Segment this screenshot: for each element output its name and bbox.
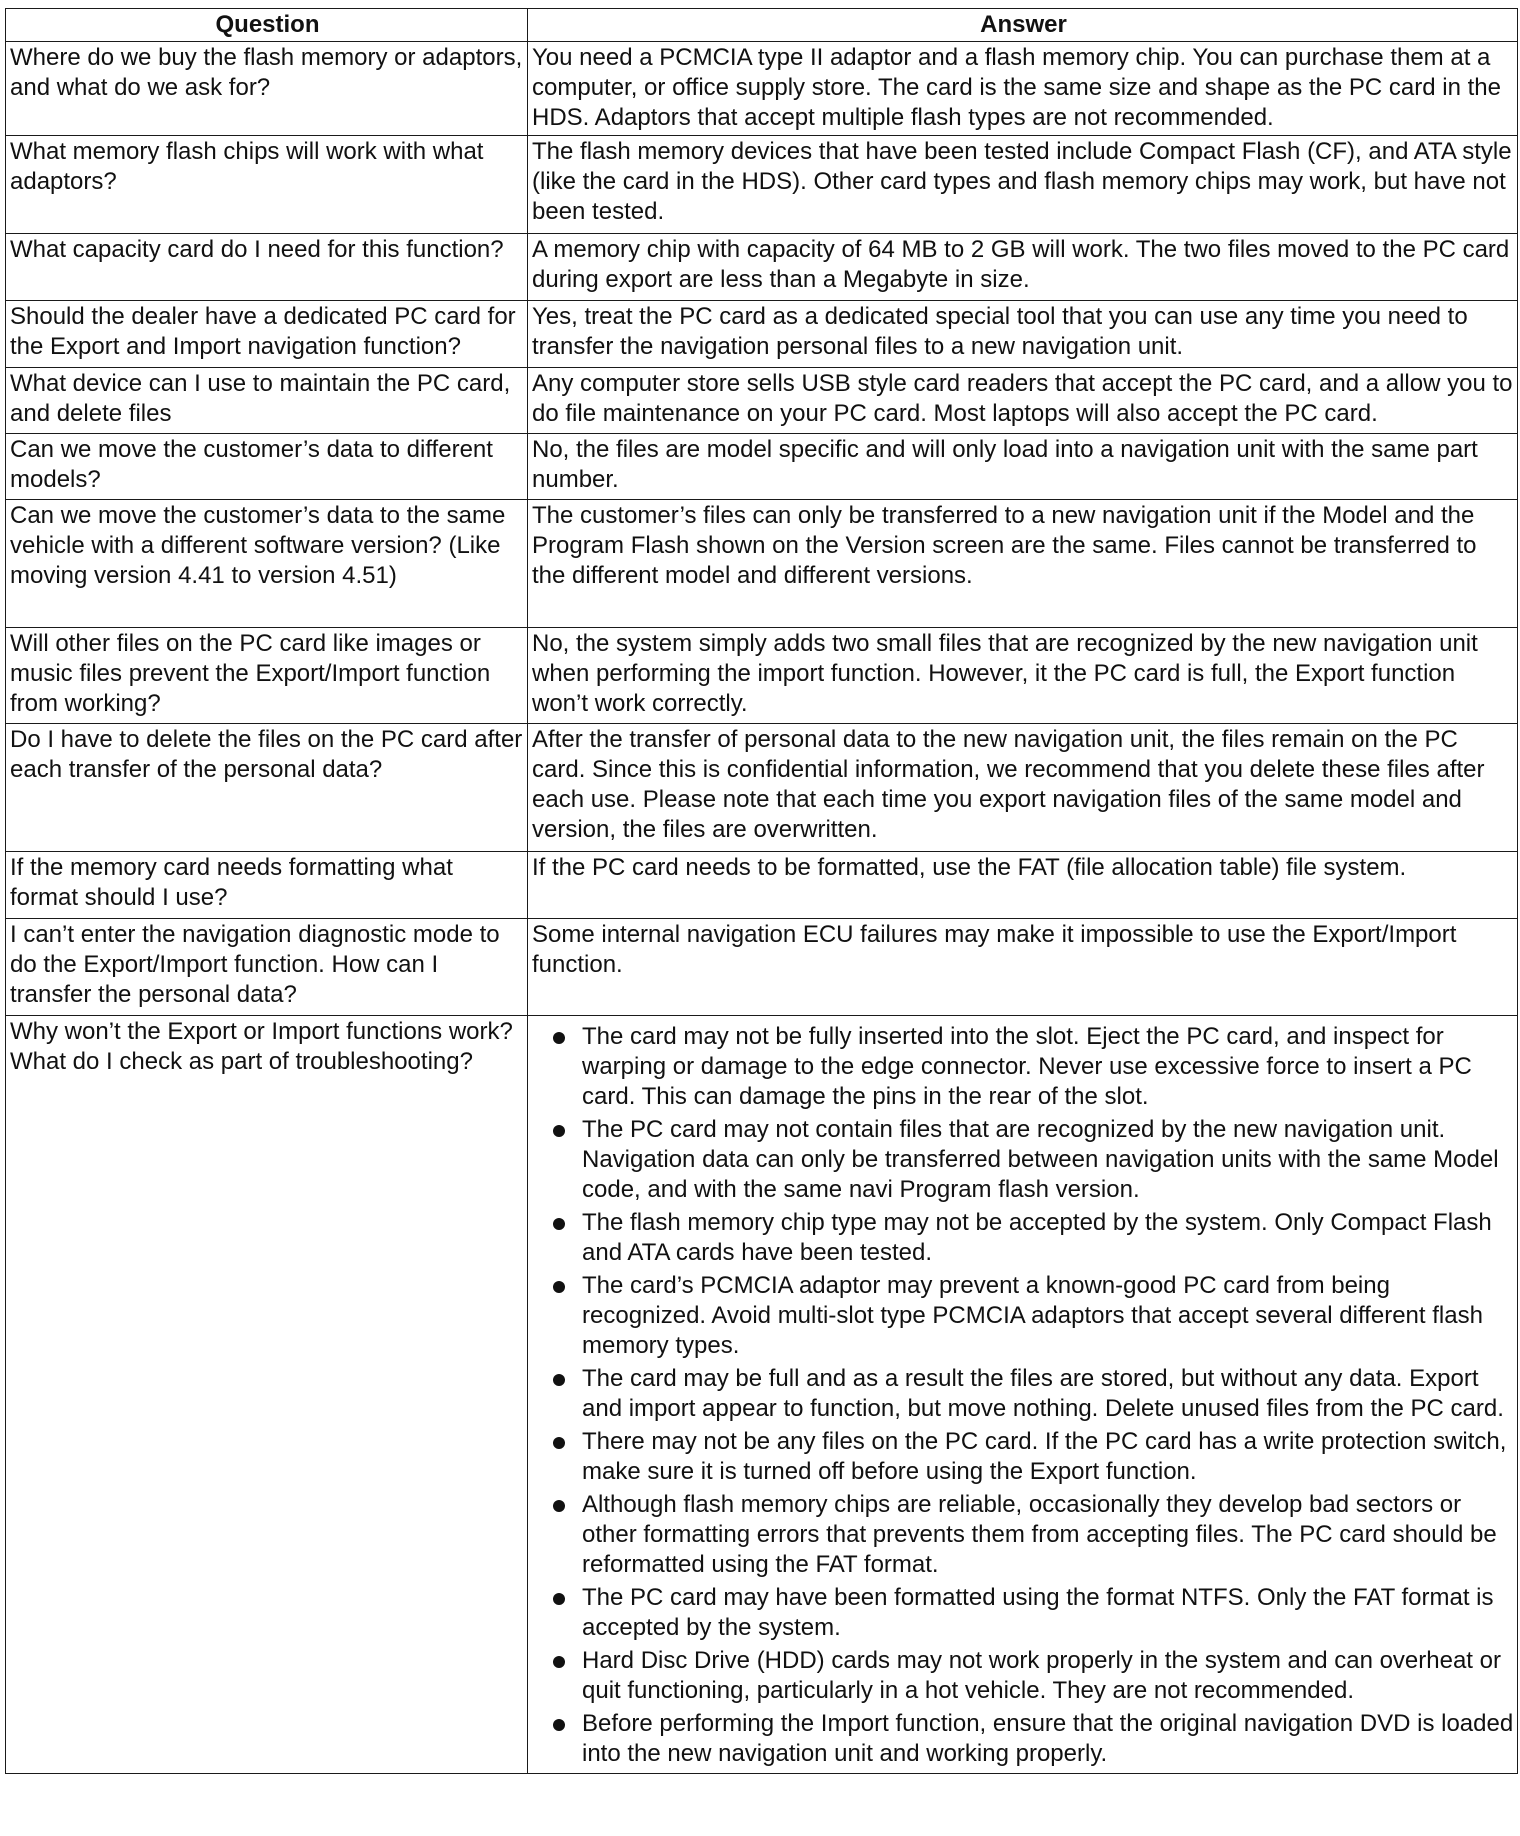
question-cell: Should the dealer have a dedicated PC card for the Export and Import navigation function? (6, 301, 528, 368)
list-item (532, 1490, 1515, 1580)
answer-cell: Any computer store sells USB style card readers that accept the PC card, and a allow you to do file maintenance on your PC card. Most laptops will also accept the PC card. (528, 368, 1518, 434)
bullet-icon (553, 1656, 565, 1668)
list-item (532, 1115, 1515, 1205)
table-header-row (6, 9, 1518, 42)
answer-cell: Yes, treat the PC card as a dedicated special tool that you can use any time you need to transfer the navigation personal files to a new navigation unit. (528, 301, 1518, 368)
table-row (6, 136, 1518, 234)
question-cell: If the memory card needs formatting what format should I use? (6, 852, 528, 919)
question-cell: Why won’t the Export or Import functions work? What do I check as part of troubleshooting? (6, 1016, 528, 1774)
answer-cell: Some internal navigation ECU failures may make it impossible to use the Export/Import function. (528, 919, 1518, 1016)
list-item (532, 1646, 1515, 1706)
list-item (532, 1208, 1515, 1268)
list-item-text: Before performing the Import function, ensure that the original navigation DVD is loaded into the new navigation unit and working properly. (582, 1710, 1514, 1767)
table-row (6, 500, 1518, 628)
bullet-icon (553, 1032, 565, 1044)
question-cell: Do I have to delete the files on the PC card after each transfer of the personal data? (6, 724, 528, 852)
table-row (6, 301, 1518, 368)
table-row (6, 368, 1518, 434)
question-cell: Can we move the customer’s data to the same vehicle with a different software version? (Like moving version 4.41 to version 4.51) (6, 500, 528, 628)
question-cell: What device can I use to maintain the PC card, and delete files (6, 368, 528, 434)
list-item-text: The card may be full and as a result the files are stored, but without any data. Export and import appear to function, but move nothing. Delete unused files from the PC card. (582, 1365, 1504, 1422)
question-cell: What memory flash chips will work with what adaptors? (6, 136, 528, 234)
question-cell: I can’t enter the navigation diagnostic mode to do the Export/Import function. How can I transfer the personal data? (6, 919, 528, 1016)
list-item-text: The PC card may have been formatted using the format NTFS. Only the FAT format is accepted by the system. (582, 1584, 1494, 1641)
question-cell: Where do we buy the flash memory or adaptors, and what do we ask for? (6, 42, 528, 136)
list-item-text: The PC card may not contain files that are recognized by the new navigation unit. Navigation data can only be transferred between navigation units with the same Model code, and with the same navi Program flash version. (582, 1116, 1499, 1203)
document-page (5, 8, 1517, 1774)
bullet-icon (553, 1374, 565, 1386)
table-row (6, 234, 1518, 301)
bullet-icon (553, 1218, 565, 1230)
answer-cell: No, the files are model specific and will only load into a navigation unit with the same part number. (528, 434, 1518, 500)
answer-cell: You need a PCMCIA type II adaptor and a flash memory chip. You can purchase them at a computer, or office supply store. The card is the same size and shape as the PC card in the HDS. Adaptors that accept multiple flash types are not recommended. (528, 42, 1518, 136)
bullet-icon (553, 1593, 565, 1605)
table-row (6, 434, 1518, 500)
table-row (6, 42, 1518, 136)
question-cell: What capacity card do I need for this function? (6, 234, 528, 301)
answer-cell: No, the system simply adds two small files that are recognized by the new navigation unit when performing the import function. However, it the PC card is full, the Export function won’t work correctly. (528, 628, 1518, 724)
list-item (532, 1022, 1515, 1112)
list-item-text: There may not be any files on the PC card. If the PC card has a write protection switch, make sure it is turned off before using the Export function. (582, 1428, 1507, 1485)
table-row (6, 628, 1518, 724)
list-item (532, 1583, 1515, 1643)
table-row-troubleshooting (6, 1016, 1518, 1774)
troubleshooting-list (532, 1022, 1515, 1769)
list-item (532, 1709, 1515, 1769)
question-cell: Can we move the customer’s data to different models? (6, 434, 528, 500)
table-row (6, 724, 1518, 852)
list-item (532, 1364, 1515, 1424)
question-column-header: Question (6, 9, 528, 42)
question-cell: Will other files on the PC card like images or music files prevent the Export/Import function from working? (6, 628, 528, 724)
answer-cell: If the PC card needs to be formatted, use the FAT (file allocation table) file system. (528, 852, 1518, 919)
list-item-text: The flash memory chip type may not be accepted by the system. Only Compact Flash and ATA cards have been tested. (582, 1209, 1492, 1266)
list-item-text: Hard Disc Drive (HDD) cards may not work properly in the system and can overheat or quit functioning, particularly in a hot vehicle. They are not recommended. (582, 1647, 1501, 1704)
answer-cell-bullets (528, 1016, 1518, 1774)
bullet-icon (553, 1500, 565, 1512)
answer-cell: A memory chip with capacity of 64 MB to 2 GB will work. The two files moved to the PC card during export are less than a Megabyte in size. (528, 234, 1518, 301)
bullet-icon (553, 1437, 565, 1449)
answer-column-header: Answer (528, 9, 1518, 42)
faq-table (5, 8, 1518, 1774)
answer-cell: The customer’s files can only be transferred to a new navigation unit if the Model and the Program Flash shown on the Version screen are the same. Files cannot be transferred to the different model and different versions. (528, 500, 1518, 628)
bullet-icon (553, 1281, 565, 1293)
list-item (532, 1271, 1515, 1361)
bullet-icon (553, 1125, 565, 1137)
table-row (6, 919, 1518, 1016)
list-item-text: The card’s PCMCIA adaptor may prevent a known-good PC card from being recognized. Avoid multi-slot type PCMCIA adaptors that accept several different flash memory types. (582, 1272, 1483, 1359)
list-item-text: Although flash memory chips are reliable, occasionally they develop bad sectors or other formatting errors that prevents them from accepting files. The PC card should be reformatted using the FAT format. (582, 1491, 1497, 1578)
answer-cell: After the transfer of personal data to the new navigation unit, the files remain on the PC card. Since this is confidential information, we recommend that you delete these files after each use. Please note that each time you export navigation files of the same model and version, the files are overwritten. (528, 724, 1518, 852)
list-item (532, 1427, 1515, 1487)
answer-cell: The flash memory devices that have been tested include Compact Flash (CF), and ATA style (like the card in the HDS). Other card types and flash memory chips may work, but have not been tested. (528, 136, 1518, 234)
bullet-icon (553, 1719, 565, 1731)
list-item-text: The card may not be fully inserted into the slot. Eject the PC card, and inspect for warping or damage to the edge connector. Never use excessive force to insert a PC card. This can damage the pins in the rear of the slot. (582, 1023, 1472, 1110)
table-row (6, 852, 1518, 919)
